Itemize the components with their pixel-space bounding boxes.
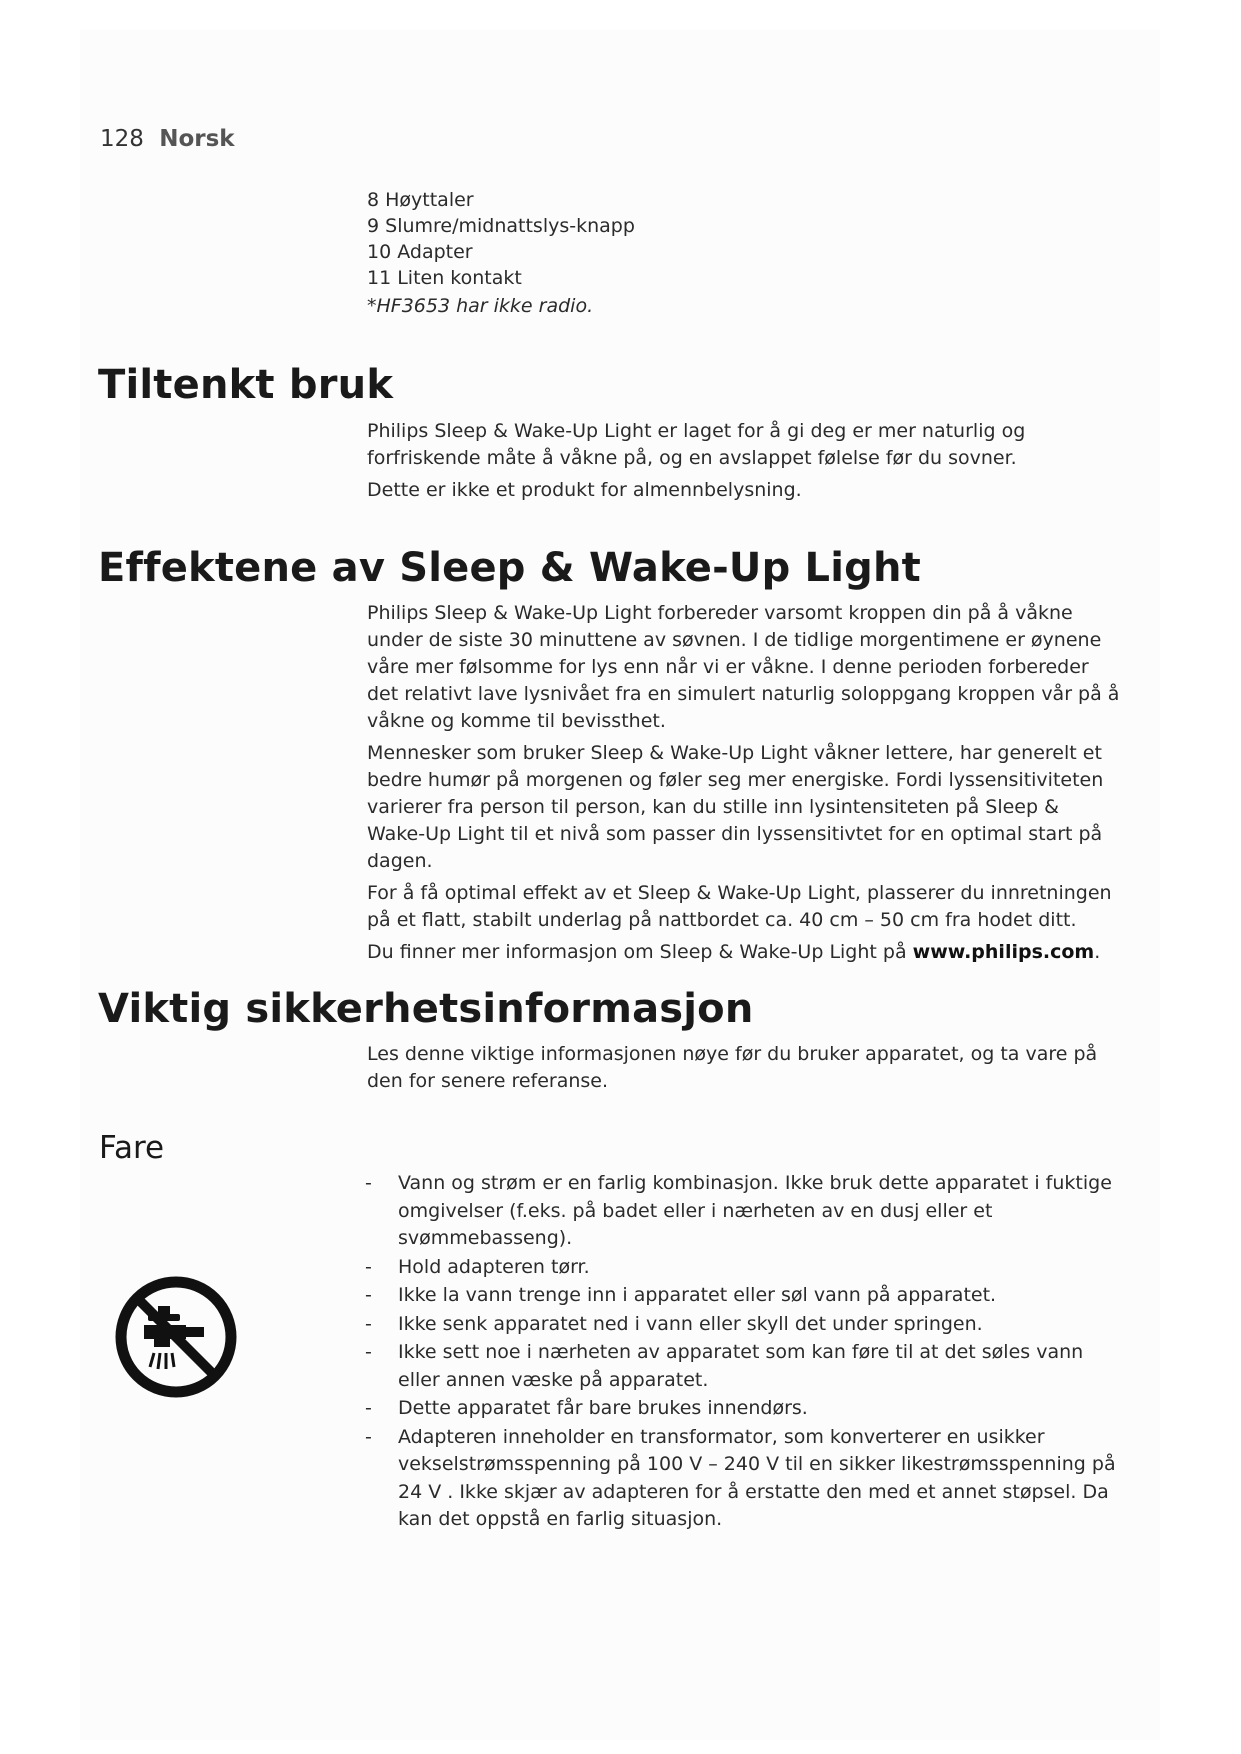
- page-number: 128: [100, 126, 144, 152]
- list-item-text: Ikke senk apparatet ned i vann eller skyll det under springen.: [398, 1312, 983, 1335]
- no-water-tap-icon: [114, 1275, 238, 1399]
- parts-list-item: 9 Slumre/midnattslys-knapp: [367, 215, 635, 237]
- parts-list-item: 8 Høyttaler: [367, 189, 474, 211]
- paragraph: Dette er ikke et produkt for almennbelysning.: [367, 479, 802, 501]
- effects-heading: Effektene av Sleep & Wake-Up Light: [98, 545, 921, 591]
- list-item: [365, 1282, 1125, 1310]
- list-item: [365, 1424, 1125, 1534]
- list-item-text: Ikke la vann trenge inn i apparatet eller søl vann på apparatet.: [398, 1284, 997, 1306]
- list-item-text: Hold adapteren tørr.: [398, 1255, 590, 1278]
- effects-body: [367, 600, 1122, 971]
- intended-use-heading: Tiltenkt bruk: [98, 362, 394, 408]
- list-item: [365, 1395, 1125, 1423]
- bullet-dash: -: [365, 1312, 372, 1335]
- paragraph: Philips Sleep & Wake-Up Light er laget for å gi deg er mer naturlig og forfriskende måte å våkne på, og en avslappet følelse før du sovner.: [367, 420, 1026, 469]
- parts-list-item: 11 Liten kontakt: [367, 267, 522, 289]
- bullet-dash: -: [365, 1284, 372, 1306]
- list-item-text: Ikke sett noe i nærheten av apparatet som kan føre til at det søles vann eller annen væske på apparatet.: [398, 1341, 1084, 1391]
- intended-use-body: [367, 418, 1122, 509]
- language-label: Norsk: [159, 126, 235, 152]
- bullet-dash: -: [365, 1425, 372, 1448]
- page-header: [100, 126, 235, 152]
- paragraph: For å få optimal effekt av et Sleep & Wake-Up Light, plasserer du innretningen på et flatt, stabilt underlag på nattbordet ca. 40 cm – 50 cm fra hodet ditt.: [367, 882, 1112, 931]
- safety-heading: Viktig sikkerhetsinformasjon: [98, 986, 754, 1032]
- safety-intro: [367, 1041, 1122, 1100]
- more-info-text: Du finner mer informasjon om Sleep & Wake-Up Light på: [367, 941, 913, 963]
- list-item-text: Vann og strøm er en farlig kombinasjon. Ikke bruk dette apparatet i fuktige omgivelser (f.eks. på badet eller i nærheten av en dusj eller et svømmebasseng).: [398, 1172, 1112, 1249]
- danger-bullet-list: [365, 1170, 1125, 1535]
- more-info-suffix: .: [1094, 941, 1101, 963]
- paragraph: Philips Sleep & Wake-Up Light forbereder varsomt kroppen din på å våkne under de siste 30 minuttene av søvnen. I de tidlige morgentimene er øynene våre mer følsomme for lys enn når vi er våkne. I denne perioden forbereder det relativt lave lysnivået fra en simulert naturlig soloppgang kroppen vår på å våkne og komme til bevissthet.: [367, 602, 1120, 732]
- parts-list-item: 10 Adapter: [367, 241, 473, 263]
- bullet-dash: -: [365, 1255, 372, 1278]
- paragraph: Les denne viktige informasjonen nøye før du bruker apparatet, og ta vare på den for senere referanse.: [367, 1043, 1098, 1092]
- list-item: [365, 1311, 1125, 1339]
- list-item-text: Adapteren inneholder en transformator, som konverterer en usikker vekselstrømsspenning på 100 V – 240 V til en sikker likestrømsspenning på 24 V . Ikke skjær av adapteren for å erstatte den med et annet støpsel. Da kan det oppstå en farlig situasjon.: [398, 1425, 1116, 1530]
- model-note: *HF3653 har ikke radio.: [367, 295, 594, 317]
- bullet-dash: -: [365, 1341, 372, 1363]
- danger-heading: Fare: [99, 1130, 165, 1166]
- list-item-text: Dette apparatet får bare brukes innendørs.: [398, 1397, 808, 1419]
- bullet-dash: -: [365, 1397, 372, 1419]
- paragraph: Mennesker som bruker Sleep & Wake-Up Light våkner lettere, har generelt et bedre humør på morgenen og føler seg mer energiske. Fordi lyssensitiviteten varierer fra person til person, kan du stille inn lysintensiteten på Sleep & Wake-Up Light til et nivå som passer din lyssensitivtet for en optimal start på dagen.: [367, 742, 1104, 872]
- list-item: [365, 1170, 1125, 1253]
- list-item: [365, 1339, 1125, 1394]
- more-info-paragraph: [367, 939, 1122, 966]
- list-item: [365, 1254, 1125, 1282]
- philips-url-link[interactable]: www.philips.com: [912, 941, 1095, 963]
- bullet-dash: -: [365, 1172, 372, 1194]
- parts-list: [367, 187, 1122, 319]
